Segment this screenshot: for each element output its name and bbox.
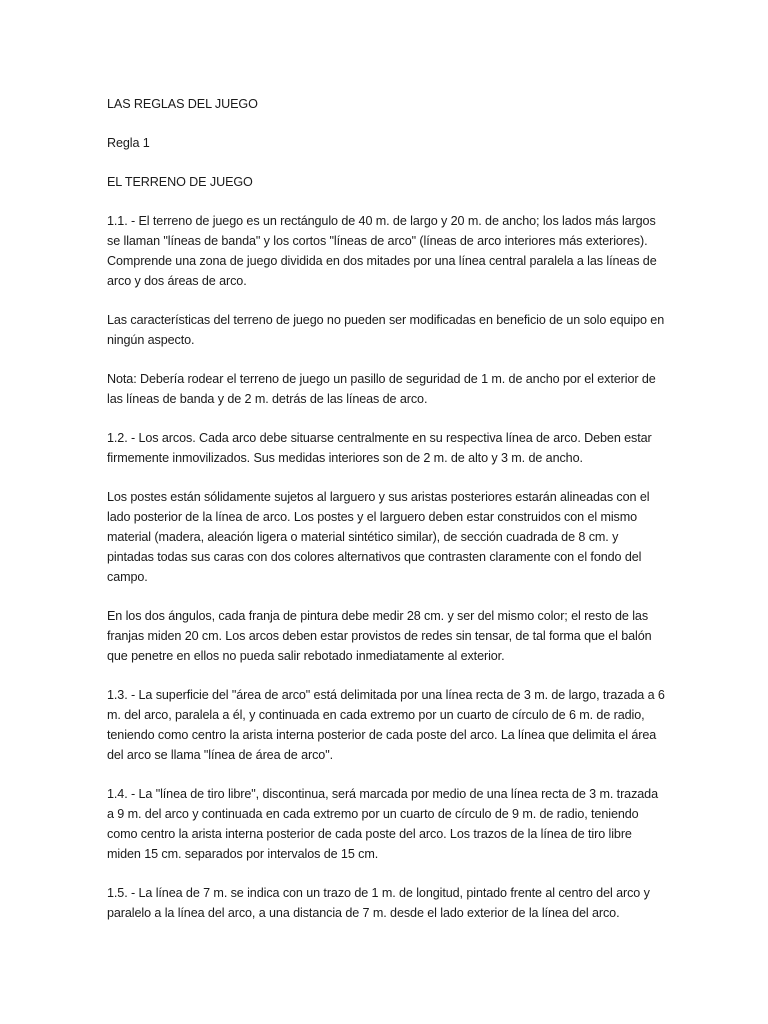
paragraph-1-1: 1.1. - El terreno de juego es un rectángulo de 40 m. de largo y 20 m. de ancho; los lados más largos se llaman "líneas de banda" y los cortos "líneas de arco" (líneas de arco interiores más exteriores). Comprende una zona de juego dividida en dos mitades por una línea central paralela a las líneas de arco y dos áreas de arco. [107, 214, 657, 288]
paragraph-angles: En los dos ángulos, cada franja de pintura debe medir 28 cm. y ser del mismo color; el resto de las franjas miden 20 cm. Los arcos deben estar provistos de redes sin tensar, de tal forma que el balón que penetre en ellos no pueda salir rebotado inmediatamente al exterior. [107, 609, 652, 663]
paragraph-1-3: 1.3. - La superficie del "área de arco" está delimitada por una línea recta de 3 m. de largo, trazada a 6 m. del arco, paralela a él, y continuada en cada extremo por un cuarto de círculo de 6 m. de radio, teniendo como centro la arista interna posterior de cada poste del arco. La línea que delimita el área del arco se llama "línea de área de arco". [107, 688, 665, 762]
section-title: EL TERRENO DE JUEGO [107, 175, 253, 189]
paragraph-posts: Los postes están sólidamente sujetos al larguero y sus aristas posteriores estarán alineadas con el lado posterior de la línea de arco. Los postes y el larguero deben estar construidos con el mismo material (madera, aleación ligera o material sintético similar), de sección cuadrada de 8 cm. y pintadas todas sus caras con dos colores alternativos que contrasten claramente con el fondo del campo. [107, 490, 650, 584]
paragraph-characteristics: Las características del terreno de juego no pueden ser modificadas en beneficio de un solo equipo en ningún aspecto. [107, 313, 665, 347]
paragraph-note: Nota: Debería rodear el terreno de juego un pasillo de seguridad de 1 m. de ancho por el exterior de las líneas de banda y de 2 m. detrás de las líneas de arco. [107, 372, 656, 406]
rule-label: Regla 1 [107, 136, 150, 150]
document-content [107, 94, 667, 942]
document-title: LAS REGLAS DEL JUEGO [107, 97, 258, 111]
paragraph-1-2: 1.2. - Los arcos. Cada arco debe situarse centralmente en su respectiva línea de arco. Deben estar firmemente inmovilizados. Sus medidas interiores son de 2 m. de alto y 3 m. de ancho. [107, 431, 652, 465]
paragraph-1-4: 1.4. - La "línea de tiro libre", discontinua, será marcada por medio de una línea recta de 3 m. trazada a 9 m. del arco y continuada en cada extremo por un cuarto de círculo de 9 m. de radio, teniendo como centro la arista interna posterior de cada poste del arco. Los trazos de la línea de tiro libre miden 15 cm. separados por intervalos de 15 cm. [107, 787, 658, 861]
paragraph-1-5: 1.5. - La línea de 7 m. se indica con un trazo de 1 m. de longitud, pintado frente al centro del arco y paralelo a la línea del arco, a una distancia de 7 m. desde el lado exterior de la línea del arco. [107, 886, 650, 920]
